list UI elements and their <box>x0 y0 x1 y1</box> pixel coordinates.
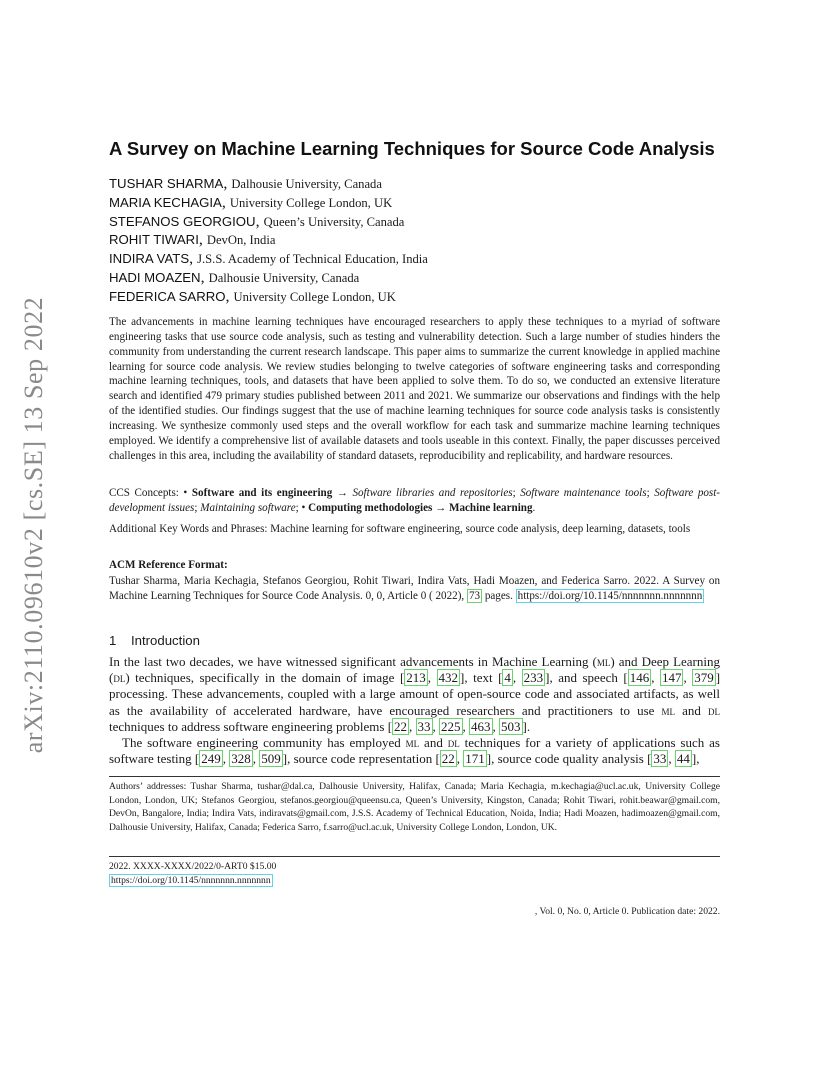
text-run: ]. <box>522 718 531 734</box>
text-run: , <box>651 670 660 686</box>
publication-footer: , Vol. 0, No. 0, Article 0. Publication date: 2022. <box>534 906 720 917</box>
pages-link[interactable]: 73 <box>468 589 481 602</box>
text-run: techniques to address software engineering problems [ <box>109 718 393 734</box>
ccs-subconcept: Software libraries and repositories <box>352 487 513 499</box>
text-run: In the last two decades, we have witnessed significant advancements in Machine Learning ( <box>109 654 597 669</box>
text-run: ], source code quality analysis [ <box>486 751 652 767</box>
author-name: MARIA KECHAGIA <box>109 194 222 210</box>
ccs-separator: ; <box>512 487 521 499</box>
text-run: ] processing. These advancements, coupled with a large amount of open-source code and associated artifacts, as well as the availability of accelerated hardware, have encouraged researchers and practitioners to use <box>109 670 721 718</box>
citation-link[interactable]: 509 <box>261 751 281 767</box>
author-name: TUSHAR SHARMA <box>109 176 224 191</box>
introduction-body <box>109 654 720 767</box>
author-name: STEFANOS GEORGIOU <box>109 213 256 229</box>
ccs-separator: ; <box>646 487 655 499</box>
citation-link[interactable]: 463 <box>471 718 491 734</box>
paragraph <box>109 735 720 767</box>
author-affiliation: DevOn, India <box>206 233 276 248</box>
citation-link[interactable]: 213 <box>406 670 426 686</box>
author-entry: HADI MOAZEN, Dalhousie University, Canada <box>109 268 360 286</box>
citation-link[interactable]: 171 <box>465 751 485 767</box>
doi-link[interactable]: https://doi.org/10.1145/nnnnnnn.nnnnnnn <box>517 589 703 602</box>
text-run: The software engineering community has employed <box>122 735 406 751</box>
citation-link[interactable]: 146 <box>629 670 650 686</box>
text-run: and <box>419 735 448 751</box>
author-entry: TUSHAR SHARMA, Dalhousie University, Canada <box>109 175 382 192</box>
author-name: ROHIT TIWARI <box>109 232 199 248</box>
ccs-concept: Software and its engineering <box>191 487 333 499</box>
acm-reference-text <box>109 574 720 604</box>
author-affiliation: University College London, UK <box>229 195 393 210</box>
citation-link[interactable]: 233 <box>523 670 544 686</box>
authors-addresses-footnote: Authors’ addresses: Tushar Sharma, tushar@dal.ca, Dalhousie University, Halifax, Canada; Maria Kechagia, m.kechagia@ucl.ac.uk, University College London, London, UK; Stefanos Georgiou, stefanos.georgiou@queensu.ca, Queen’s University, Kingston, Canada; Rohit Tiwari, rohit.beawar@gmail.com, DevOn, Bangalore, India; Indira Vats, indiravats@gmail.com, J.S.S. Academy of Technical Education, Noida, India; Hadi Moazen, hadimoazen@gmail.com, Dalhousie University, Halifax, Canada; Federica Sarro, f.sarro@ucl.ac.uk, University College London, London, UK. <box>109 781 720 834</box>
text-run: , <box>252 751 260 767</box>
text-run: ) and Deep Learning ( <box>109 654 720 686</box>
citation-link[interactable]: 503 <box>501 718 521 734</box>
text-run: ], source code representation [ <box>282 751 440 767</box>
acm-reference-body: Tushar Sharma, Maria Kechagia, Stefanos Georgiou, Rohit Tiwari, Indira Vats, Hadi Moazen, and Federica Sarro. 2022. A Survey on Machine Learning Techniques for Source Code Analysis. 0, 0, Article 0 ( 2022), <box>109 575 720 602</box>
ccs-subconcept: Maintaining software <box>200 501 296 514</box>
author-entry: STEFANOS GEORGIOU, Queen’s University, Canada <box>109 212 405 230</box>
text-run: , <box>492 718 500 734</box>
acronym-ml: ml <box>405 735 420 751</box>
author-affiliation: Dalhousie University, Canada <box>208 270 360 285</box>
text-run: , <box>427 670 437 686</box>
ccs-arrow: → <box>332 487 353 499</box>
acronym-dl: dl <box>113 670 126 686</box>
acm-reference-heading: ACM Reference Format: <box>109 559 228 571</box>
acronym-dl: dl <box>708 702 720 718</box>
citation-link[interactable]: 147 <box>661 670 682 686</box>
citation-link[interactable]: 4 <box>504 670 511 686</box>
citation-link[interactable]: 249 <box>201 751 221 767</box>
citation-link[interactable]: 379 <box>694 670 714 686</box>
citation-link[interactable]: 328 <box>231 751 251 767</box>
citation-link[interactable]: 22 <box>394 718 408 734</box>
citation-link[interactable]: 432 <box>438 670 459 686</box>
author-name: HADI MOAZEN <box>109 269 201 285</box>
author-name: INDIRA VATS <box>109 251 190 267</box>
text-run: ], <box>691 751 700 767</box>
paragraph <box>109 654 720 735</box>
author-affiliation: Queen’s University, Canada <box>263 214 405 229</box>
text-run: , <box>462 718 470 734</box>
citation-link[interactable]: 22 <box>441 751 455 767</box>
text-run: , <box>512 670 522 686</box>
author-affiliation: Dalhousie University, Canada <box>231 177 382 191</box>
paper-title: A Survey on Machine Learning Techniques for Source Code Analysis <box>109 138 715 159</box>
text-run: ], text [ <box>460 670 503 686</box>
copyright-line: 2022. XXXX-XXXX/2022/0-ART0 $15.00 <box>109 861 277 872</box>
ccs-label: CCS Concepts: • <box>109 487 188 499</box>
footnote-divider <box>109 776 720 777</box>
acronym-ml: ml <box>661 702 676 718</box>
author-entry: ROHIT TIWARI, DevOn, India <box>109 231 276 249</box>
citation-link[interactable]: 33 <box>653 751 667 767</box>
section-number: 1 <box>109 633 117 648</box>
author-entry: MARIA KECHAGIA, University College London, UK <box>109 193 393 211</box>
citation-link[interactable]: 225 <box>441 718 461 734</box>
ccs-separator: ; <box>194 501 201 514</box>
acm-pages-suffix: pages. <box>484 589 513 602</box>
ccs-separator: . <box>532 501 536 514</box>
copyright-doi-line <box>109 874 273 887</box>
ccs-separator: ; • <box>295 501 309 514</box>
author-entry: FEDERICA SARRO, University College London, UK <box>109 287 396 305</box>
acronym-ml: ml <box>596 654 611 669</box>
copyright-doi-link[interactable]: https://doi.org/10.1145/nnnnnnn.nnnnnnn <box>111 875 271 886</box>
citation-link[interactable]: 44 <box>676 751 690 767</box>
section-heading <box>109 633 200 648</box>
section-title: Introduction <box>131 633 200 648</box>
arxiv-sidebar <box>14 290 54 760</box>
text-run: techniques for a variety of applications such as software testing [ <box>109 735 720 767</box>
text-run: and <box>675 702 708 718</box>
text-run: , <box>683 670 693 686</box>
author-entry: INDIRA VATS, J.S.S. Academy of Technical Education, India <box>109 250 428 268</box>
ccs-subconcept: Software post-development issues <box>109 487 721 514</box>
citation-link[interactable]: 33 <box>417 718 431 734</box>
text-run: , <box>432 718 440 734</box>
copyright-divider <box>109 856 720 857</box>
ccs-subconcept: Software maintenance tools <box>520 487 647 499</box>
author-affiliation: J.S.S. Academy of Technical Education, India <box>197 252 428 267</box>
text-run: ) techniques, specifically in the domain of image [ <box>125 670 405 686</box>
text-run: , <box>222 751 230 767</box>
author-name: FEDERICA SARRO <box>109 288 226 304</box>
text-run: ], and speech [ <box>545 670 628 686</box>
keywords: Additional Key Words and Phrases: Machine learning for software engineering, source code analysis, deep learning, datasets, tools <box>109 523 691 535</box>
text-run: , <box>668 751 675 767</box>
ccs-concepts <box>109 486 720 516</box>
text-run: , <box>409 718 416 734</box>
author-list <box>109 175 428 307</box>
ccs-concept: Computing methodologies → Machine learning <box>308 501 533 514</box>
abstract: The advancements in machine learning techniques have encouraged researchers to apply these techniques to a myriad of software engineering tasks that use source code analysis, such as testing and vulnerability detection. Such a large number of studies hinders the community from understanding the current research landscape. This paper aims to summarize the current knowledge in applied machine learning for source code analysis. We review studies belonging to twelve categories of software engineering tasks and corresponding machine learning techniques, tools, and datasets that have been applied to solve them. To do so, we conducted an extensive literature search and identified 479 primary studies published between 2011 and 2021. We summarize our observations and findings with the help of the identified studies. Our findings suggest that the use of machine learning techniques for source code analysis tasks is consistently increasing. We synthesize commonly used steps and the overall workflow for each task and summarize machine learning techniques employed. We identify a comprehensive list of available datasets and tools useable in this context. Finally, the paper discusses perceived challenges in this area, including the availability of standard datasets, reproducibility and replicability, and hardware resources. <box>109 316 720 462</box>
acronym-dl: dl <box>447 735 460 751</box>
arxiv-id-stamp: arXiv:2110.09610v2 [cs.SE] 13 Sep 2022 <box>19 296 48 754</box>
author-affiliation: University College London, UK <box>233 289 396 304</box>
text-run: , <box>456 751 464 767</box>
